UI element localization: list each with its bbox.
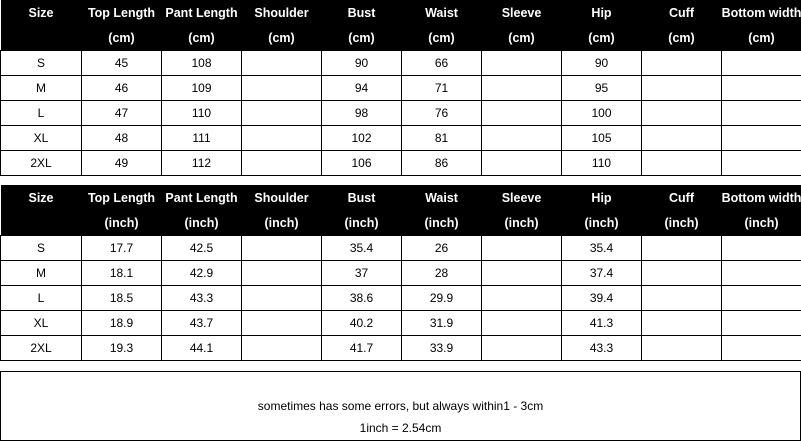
table-cell: 71 — [402, 76, 482, 101]
table-cell: 35.4 — [562, 236, 642, 261]
table-cell — [242, 101, 322, 126]
header-waist: Waist — [425, 5, 458, 20]
header-cuff: Cuff — [669, 190, 694, 205]
table-cell: 17.7 — [82, 236, 162, 261]
table-cell: 37.4 — [562, 261, 642, 286]
header-sleeve: Sleeve — [501, 5, 542, 20]
table-cell — [482, 51, 562, 76]
table-cell: 43.3 — [162, 286, 242, 311]
table-cell: 41.3 — [562, 311, 642, 336]
table-cell: 110 — [162, 101, 242, 126]
table-row — [1, 151, 801, 176]
table-cell — [242, 151, 322, 176]
table-row — [1, 101, 801, 126]
notes-box — [0, 371, 801, 441]
table-cell — [482, 336, 562, 361]
size-label: XL — [1, 126, 82, 151]
table-cell: 18.5 — [82, 286, 162, 311]
unit-cell: (cm) — [188, 30, 215, 45]
table-row — [1, 76, 801, 101]
unit-row — [1, 25, 801, 51]
header-pant-length: Pant Length — [165, 5, 238, 20]
table-cell — [242, 126, 322, 151]
table-cell: 40.2 — [322, 311, 402, 336]
unit-cell — [1, 210, 82, 236]
size-label: L — [1, 101, 82, 126]
table-cell: 42.9 — [162, 261, 242, 286]
unit-cell: (cm) — [348, 30, 375, 45]
unit-cell: (cm) — [268, 30, 295, 45]
table-cell: 108 — [162, 51, 242, 76]
size-label: M — [1, 76, 82, 101]
table-row — [1, 236, 801, 261]
table-cell — [482, 286, 562, 311]
size-label: S — [1, 236, 82, 261]
table-cell: 94 — [322, 76, 402, 101]
table-cell — [242, 236, 322, 261]
table-cell: 48 — [82, 126, 162, 151]
unit-cell: (cm) — [588, 30, 615, 45]
unit-cell: (inch) — [744, 215, 779, 230]
size-label: 2XL — [1, 151, 82, 176]
unit-cell: (cm) — [668, 30, 695, 45]
table-cell — [722, 126, 801, 151]
table-cell: 49 — [82, 151, 162, 176]
table-cell — [482, 126, 562, 151]
table-cell — [722, 151, 801, 176]
table-cell: 112 — [162, 151, 242, 176]
table-cell: 100 — [562, 101, 642, 126]
table-cell — [242, 286, 322, 311]
unit-cell: (cm) — [108, 30, 135, 45]
header-size: Size — [28, 5, 54, 20]
table-cell: 37 — [322, 261, 402, 286]
unit-cell: (inch) — [104, 215, 139, 230]
table-cell: 109 — [162, 76, 242, 101]
table-cell: 90 — [322, 51, 402, 76]
header-top-length: Top Length — [87, 190, 156, 205]
header-sleeve: Sleeve — [501, 190, 542, 205]
table-cell: 38.6 — [322, 286, 402, 311]
table-cell — [722, 261, 801, 286]
table-row — [1, 51, 801, 76]
table-cell: 47 — [82, 101, 162, 126]
unit-cell: (inch) — [344, 215, 379, 230]
unit-cell: (cm) — [508, 30, 535, 45]
header-bottom-width: Bottom width — [721, 5, 801, 20]
table-cell — [642, 51, 722, 76]
header-bust: Bust — [347, 190, 376, 205]
header-bottom-width: Bottom width — [721, 190, 801, 205]
table-cell — [642, 311, 722, 336]
unit-cell: (cm) — [428, 30, 455, 45]
table-cell: 41.7 — [322, 336, 402, 361]
table-cell: 98 — [322, 101, 402, 126]
table-cell: 18.9 — [82, 311, 162, 336]
table-cell: 86 — [402, 151, 482, 176]
table-cell: 29.9 — [402, 286, 482, 311]
table-cell — [642, 336, 722, 361]
table-cell: 95 — [562, 76, 642, 101]
table-cell — [722, 101, 801, 126]
header-row — [1, 185, 801, 210]
table-cell — [642, 151, 722, 176]
table-row — [1, 336, 801, 361]
unit-cell: (inch) — [504, 215, 539, 230]
table-cell — [242, 261, 322, 286]
table-cell — [642, 261, 722, 286]
table-cell — [722, 76, 801, 101]
unit-cell: (inch) — [424, 215, 459, 230]
size-label: M — [1, 261, 82, 286]
table-cell: 19.3 — [82, 336, 162, 361]
table-cell — [722, 236, 801, 261]
table-row — [1, 126, 801, 151]
table-cell — [242, 76, 322, 101]
unit-cell — [1, 25, 82, 51]
table-cell — [242, 51, 322, 76]
table-cell: 26 — [402, 236, 482, 261]
header-top-length: Top Length — [87, 5, 156, 20]
header-shoulder: Shoulder — [254, 190, 309, 205]
measurement-error-note: sometimes has some errors, but always within1 - 3cm — [257, 399, 544, 413]
header-size: Size — [28, 190, 54, 205]
table-cell: 106 — [322, 151, 402, 176]
size-table-cm — [0, 0, 801, 176]
table-cell — [722, 311, 801, 336]
unit-cell: (inch) — [584, 215, 619, 230]
table-cell: 18.1 — [82, 261, 162, 286]
table-cell: 66 — [402, 51, 482, 76]
header-pant-length: Pant Length — [165, 190, 238, 205]
table-cell — [482, 236, 562, 261]
table-cell — [642, 236, 722, 261]
header-shoulder: Shoulder — [254, 5, 309, 20]
size-table-inch — [0, 185, 801, 361]
header-hip: Hip — [591, 5, 612, 20]
unit-cell: (inch) — [664, 215, 699, 230]
table-cell — [482, 101, 562, 126]
table-cell: 46 — [82, 76, 162, 101]
size-label: S — [1, 51, 82, 76]
table-cell: 28 — [402, 261, 482, 286]
table-cell — [722, 336, 801, 361]
table-cell: 42.5 — [162, 236, 242, 261]
table-cell: 45 — [82, 51, 162, 76]
table-cell — [642, 76, 722, 101]
header-waist: Waist — [425, 190, 458, 205]
unit-cell: (cm) — [748, 30, 775, 45]
table-cell: 110 — [562, 151, 642, 176]
table-cell: 44.1 — [162, 336, 242, 361]
table-cell — [642, 101, 722, 126]
table-cell: 90 — [562, 51, 642, 76]
table-cell — [482, 261, 562, 286]
unit-conversion-note: 1inch = 2.54cm — [359, 421, 442, 435]
table-row — [1, 261, 801, 286]
table-cell: 33.9 — [402, 336, 482, 361]
table-cell — [642, 286, 722, 311]
table-cell — [722, 286, 801, 311]
unit-cell: (inch) — [264, 215, 299, 230]
size-label: L — [1, 286, 82, 311]
table-cell — [242, 311, 322, 336]
table-cell: 43.7 — [162, 311, 242, 336]
table-cell — [482, 311, 562, 336]
table-cell — [482, 76, 562, 101]
size-label: 2XL — [1, 336, 82, 361]
table-cell — [642, 126, 722, 151]
size-label: XL — [1, 311, 82, 336]
header-row — [1, 0, 801, 25]
unit-cell: (inch) — [184, 215, 219, 230]
table-cell — [722, 51, 801, 76]
table-cell: 31.9 — [402, 311, 482, 336]
table-cell: 39.4 — [562, 286, 642, 311]
table-row — [1, 311, 801, 336]
unit-row — [1, 210, 801, 236]
table-cell: 76 — [402, 101, 482, 126]
table-cell: 111 — [162, 126, 242, 151]
header-cuff: Cuff — [669, 5, 694, 20]
table-row — [1, 286, 801, 311]
header-bust: Bust — [347, 5, 376, 20]
table-cell: 81 — [402, 126, 482, 151]
table-cell: 105 — [562, 126, 642, 151]
table-cell: 35.4 — [322, 236, 402, 261]
table-cell: 102 — [322, 126, 402, 151]
header-hip: Hip — [591, 190, 612, 205]
table-cell — [482, 151, 562, 176]
table-cell — [242, 336, 322, 361]
table-cell: 43.3 — [562, 336, 642, 361]
